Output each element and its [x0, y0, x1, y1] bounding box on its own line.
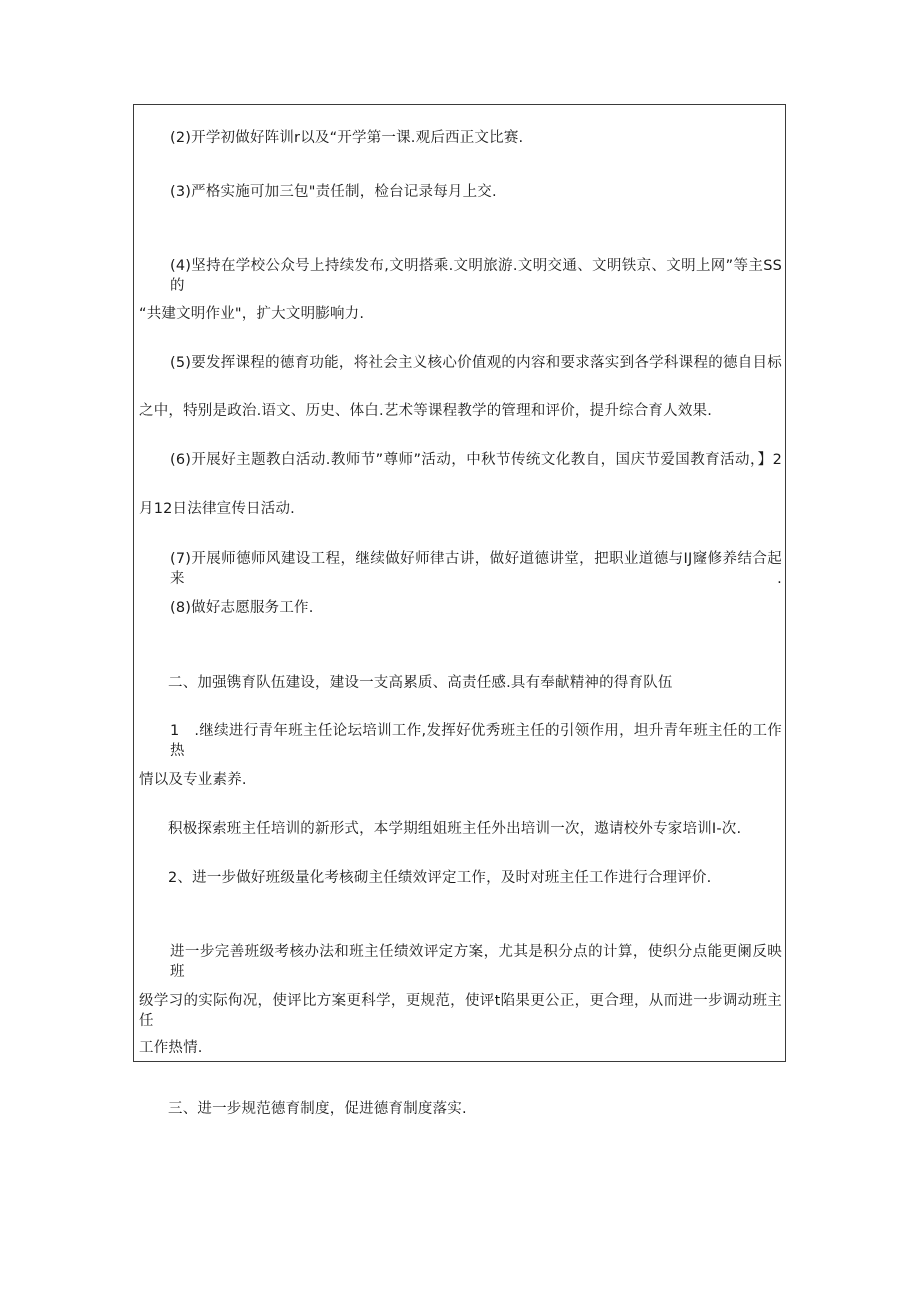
item-2-line: (2)开学初做好阵训r以及“开学第一课.观后西正文比赛. [170, 130, 524, 146]
item-6-line-2: 月12日法律宣传日活动. [139, 501, 295, 517]
item-3-line: (3)严格实施可加三包"责任制，检台记录每月上交. [170, 184, 497, 200]
item-4-line-2: “共建文明作业"，扩大文明膨响力. [139, 306, 365, 322]
point-1-line-1: 1 .继续进行青年班主任论坛培训工作,发挥好优秀班主任的引领作用，坦升青年班主任的工作热 [170, 723, 782, 759]
item-4-line-1: (4)坚持在学校公众号上持续发布,文明搭乘.文明旅游.文明交通、文明铁京、文明上网”等主SS的 [170, 258, 782, 294]
item-6-line-1: (6)开展好主题教白活动.教师节”尊师”活动，中秋节传统文化教自，国庆节爱国教育活动，】2 [170, 452, 782, 468]
point-2-detail-line-2: 级学习的实际佝况，使评比方案更科学，更规范，使评t陷果更公正，更合理，从而进一步调动班主任 [139, 993, 782, 1029]
item-5-line-2: 之中，特别是政治.语文、历史、体白.艺术等课程教学的管理和评价，提升综合育人效果. [139, 403, 713, 419]
point-1-line-2: 情以及专业素养. [139, 772, 247, 788]
point-2-detail-line-3: 工作热情. [139, 1040, 203, 1056]
item-5-line-1: (5)要发挥课程的德育功能，将社会主义核心价值观的内容和要求落实到各学科课程的德自目标 [170, 355, 782, 371]
point-2-detail-line-1: 进一步完善班级考核办法和班主任绩效评定方案，尤其是积分点的计算，使织分点能更阑反映班 [170, 944, 782, 980]
section-3-heading: 三、进一步规范德育制度，促进德育制度落实. [168, 1101, 467, 1117]
point-2-line: 2、进一步做好班级量化考核砌主任绩效评定工作，及时对班主任工作进行合理评价. [168, 870, 712, 886]
point-1-line-3: 积极探索班主任培训的新形式，本学期组姐班主任外出培训一次，遨请校外专家培训I-次. [168, 821, 742, 837]
item-7-line: (7)开展师德师风建设工程，继续做好师律古讲，做好道德讲堂，把职业道德与IJ窿修养结合起来. [170, 551, 782, 587]
item-8-line: (8)做好志愿服务工作. [170, 600, 314, 616]
section-2-heading: 二、加强镌育队伍建设，建设一支高累质、高责任感.具有奉献精神的得育队伍 [168, 675, 673, 691]
